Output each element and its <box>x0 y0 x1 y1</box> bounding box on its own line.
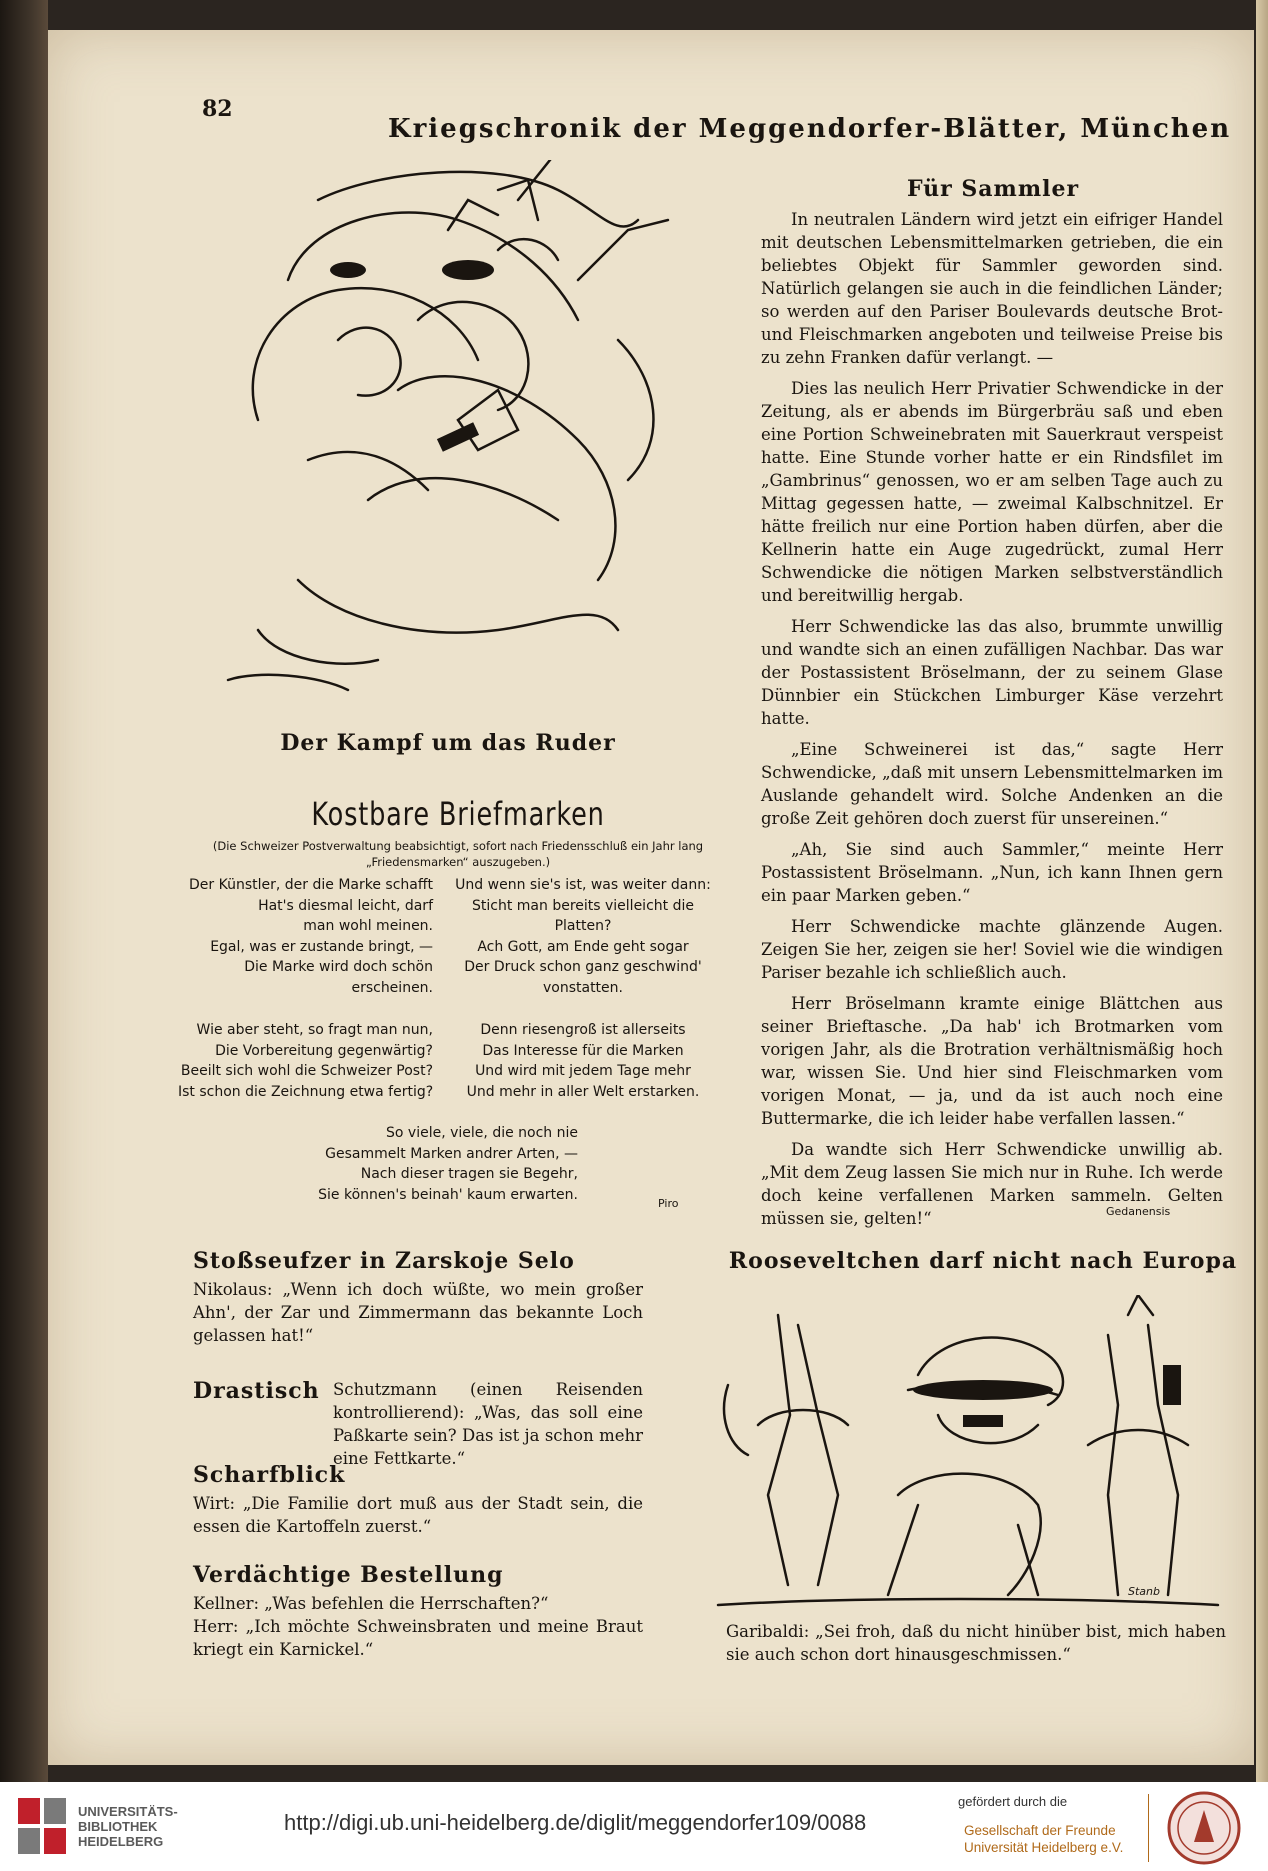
article-paragraph: Herr Schwendicke las das also, brummte unwillig und wandte sich an einen zufälligen Nachbar. Das war der Postassistent Bröselmann, der zu seinem Glase Dünnbier ein Stückchen Limburger Käse verzehrt hatte. <box>761 617 1223 728</box>
stossseufzer-heading: Stoßseufzer in Zarskoje Selo <box>193 1248 575 1274</box>
drastisch-heading: Drastisch <box>193 1378 320 1404</box>
verse-line: Sticht man bereits vielleicht die <box>472 897 694 914</box>
poem-title: Kostbare Briefmarken <box>311 795 605 833</box>
article-paragraph: Herr Schwendicke machte glänzende Augen. Zeigen Sie her, zeigen sie her! Soviel wie die windigen Pariser bezahle ich schließlich auch. <box>761 917 1223 982</box>
verse-line: Und wenn sie's ist, was weiter dann: <box>455 877 711 893</box>
verse-line: Ist schon die Zeichnung etwa fertig? <box>178 1083 434 1100</box>
verse-line: erscheinen. <box>351 979 433 996</box>
scharfblick-heading: Scharfblick <box>193 1462 346 1488</box>
article-paragraph: „Eine Schweinerei ist das,“ sagte Herr Schwendicke, „daß mit unsern Lebensmittelmarken im Auslande gehandelt wird. Solche Andenken an die große Zeit gehören doch zuerst für unsereinen.“ <box>761 740 1223 828</box>
bestellung-line: Herr: „Ich möchte Schweinsbraten und meine Braut kriegt ein Karnickel.“ <box>193 1617 643 1659</box>
article-paragraph: Da wandte sich Herr Schwendicke unwillig ab. „Mit dem Zeug lassen Sie mich nur in Ruhe. Ich werde doch keine verfallenen Marken sammeln. Gelten müssen sie, gelten!“ <box>761 1140 1223 1228</box>
poem-stanza-2-left <box>178 1020 433 1102</box>
roosevelt-artist-signature: Stanb <box>1128 1585 1160 1598</box>
permalink-url[interactable]: http://digi.ub.uni-heidelberg.de/diglit/meggendorfer109/0088 <box>284 1810 867 1835</box>
sammler-author: Gedanensis <box>1106 1205 1171 1218</box>
verse-line: Der Druck schon ganz geschwind' <box>464 959 702 975</box>
article-paragraph: „Ah, Sie sind auch Sammler,“ meinte Herr Postassistent Bröselmann. „Nun, ich kann Ihnen gern ein paar Marken geben.“ <box>761 840 1223 905</box>
verse-line: Ach Gott, am Ende geht sogar <box>477 938 689 955</box>
scharfblick-text: Wirt: „Die Familie dort muß aus der Stadt sein, die essen die Kartoffeln zuerst.“ <box>193 1494 643 1536</box>
sammler-heading: Für Sammler <box>906 176 1080 202</box>
verse-line: Nach dieser tragen sie Begehr, <box>360 1166 578 1182</box>
sammler-article <box>761 208 1223 1238</box>
verse-line: Gesammelt Marken andrer Arten, — <box>325 1145 578 1162</box>
digitization-footer <box>0 1782 1268 1871</box>
footer-divider <box>1148 1794 1149 1862</box>
page-edge <box>1256 0 1268 1782</box>
verse-line: Beeilt sich wohl die Schweizer Post? <box>180 1063 433 1079</box>
poem-stanza-1-left <box>178 875 433 998</box>
roosevelt-heading: Rooseveltchen darf nicht nach Europa <box>728 1248 1238 1274</box>
book-spine <box>0 0 48 1782</box>
verse-line: Egal, was er zustande bringt, — <box>210 938 433 955</box>
verse-line: Der Künstler, der die Marke schafft <box>189 877 433 893</box>
verse-line: Wie aber steht, so fragt man nun, <box>196 1022 433 1038</box>
verse-line: Das Interesse für die Marken <box>482 1042 684 1059</box>
bestellung-text <box>193 1592 643 1661</box>
sponsor-label: gefördert durch die <box>958 1794 1068 1809</box>
verse-line: Die Marke wird doch schön <box>244 959 433 975</box>
kampf-caption: Der Kampf um das Ruder <box>280 730 616 756</box>
poem-stanza-2-right <box>448 1020 718 1102</box>
library-name <box>78 1804 178 1849</box>
verse-line: So viele, viele, die noch nie <box>386 1125 578 1141</box>
poem-author: Piro <box>658 1197 679 1210</box>
verse-line: Und mehr in aller Welt erstarken. <box>466 1083 700 1100</box>
sponsor-name <box>964 1822 1123 1856</box>
sponsor-name-line: Universität Heidelberg e.V. <box>964 1840 1124 1855</box>
library-name-line: BIBLIOTHEK <box>78 1819 158 1834</box>
verse-line: Sie können's beinah' kaum erwarten. <box>318 1186 578 1203</box>
verse-line: man wohl meinen. <box>303 918 433 934</box>
verse-line: Denn riesengroß ist allerseits <box>480 1022 686 1038</box>
poem-final-stanza <box>208 1123 578 1205</box>
bestellung-line: Kellner: „Was befehlen die Herrschaften?“ <box>193 1594 549 1613</box>
article-paragraph: Dies las neulich Herr Privatier Schwendicke in der Zeitung, als er abends im Bürgerbräu saß und eben eine Portion Schweinebraten mit Sauerkraut verspeist hatte. Eine Stunde vorher hatte er ein Rindsfilet im „Gambrinus“ genossen, wo er am selben Tage auch zu Mittag gegessen hatte, — zweimal Kalbschnitzel. Er hätte freilich nur eine Portion haben dürfen, aber die Kellnerin hatte ein Auge zugedrückt, zumal Herr Schwendicke die nötigen Marken selbstverständlich und bereitwillig hergab. <box>761 379 1223 605</box>
verse-line: vonstatten. <box>542 979 623 996</box>
sponsor-name-line: Gesellschaft der Freunde <box>964 1823 1116 1838</box>
verse-line: Und wird mit jedem Tage mehr <box>475 1063 691 1079</box>
drastisch-text: Schutzmann (einen Reisenden kontrollierend): „Was, das soll eine Paßkarte sein? Das ist ja schon mehr eine Fettkarte.“ <box>333 1380 643 1468</box>
bestellung-heading: Verdächtige Bestellung <box>193 1562 504 1588</box>
article-paragraph: Herr Bröselmann kramte einige Blättchen aus seiner Brieftasche. „Da hab' ich Brotmarken vom vorigen Jahr, als die Brotration verhältnismäßig hoch war, wissen Sie. Und hier sind Fleischmarken vom vorigen Monat, — ja, und da ist auch noch eine Buttermarke, die ich leider habe verfallen lassen.“ <box>761 994 1223 1128</box>
library-name-line: UNIVERSITÄTS- <box>78 1804 178 1819</box>
university-seal-icon <box>1166 1790 1242 1866</box>
poem-subtitle: (Die Schweizer Postverwaltung beabsichtigt, sofort nach Friedensschluß ein Jahr lang „Friedensmarken“ auszugeben.) <box>212 839 704 869</box>
stossseufzer-text: Nikolaus: „Wenn ich doch wüßte, wo mein großer Ahn', der Zar und Zimmermann das bekannte Loch gelassen hat!“ <box>193 1280 643 1345</box>
article-paragraph: In neutralen Ländern wird jetzt ein eifriger Handel mit deutschen Lebensmittelmarken getrieben, die ein beliebtes Objekt für Sammler geworden sind. Natürlich gelangen sie auch in die feindlichen Länder; so werden auf den Pariser Boulevards deutsche Brot- und Fleischmarken angeboten und teilweise Preise bis zu zehn Franken dafür verlangt. — <box>761 210 1223 367</box>
kampf-illustration <box>198 160 698 700</box>
scanned-page <box>48 30 1254 1765</box>
verse-line: Hat's diesmal leicht, darf <box>258 897 433 914</box>
verse-line: Platten? <box>554 918 612 934</box>
roosevelt-illustration <box>708 1295 1228 1615</box>
roosevelt-caption: Garibaldi: „Sei froh, daß du nicht hinüber bist, mich haben sie auch schon dort hinausgeschmissen.“ <box>726 1622 1226 1664</box>
library-logo-icon <box>14 1794 72 1856</box>
page-number: 82 <box>202 96 233 122</box>
library-name-line: HEIDELBERG <box>78 1834 164 1849</box>
verse-line: Die Vorbereitung gegenwärtig? <box>215 1042 433 1059</box>
poem-stanza-1-right <box>448 875 718 998</box>
running-head: Kriegschronik der Meggendorfer-Blätter, München <box>388 114 1232 144</box>
